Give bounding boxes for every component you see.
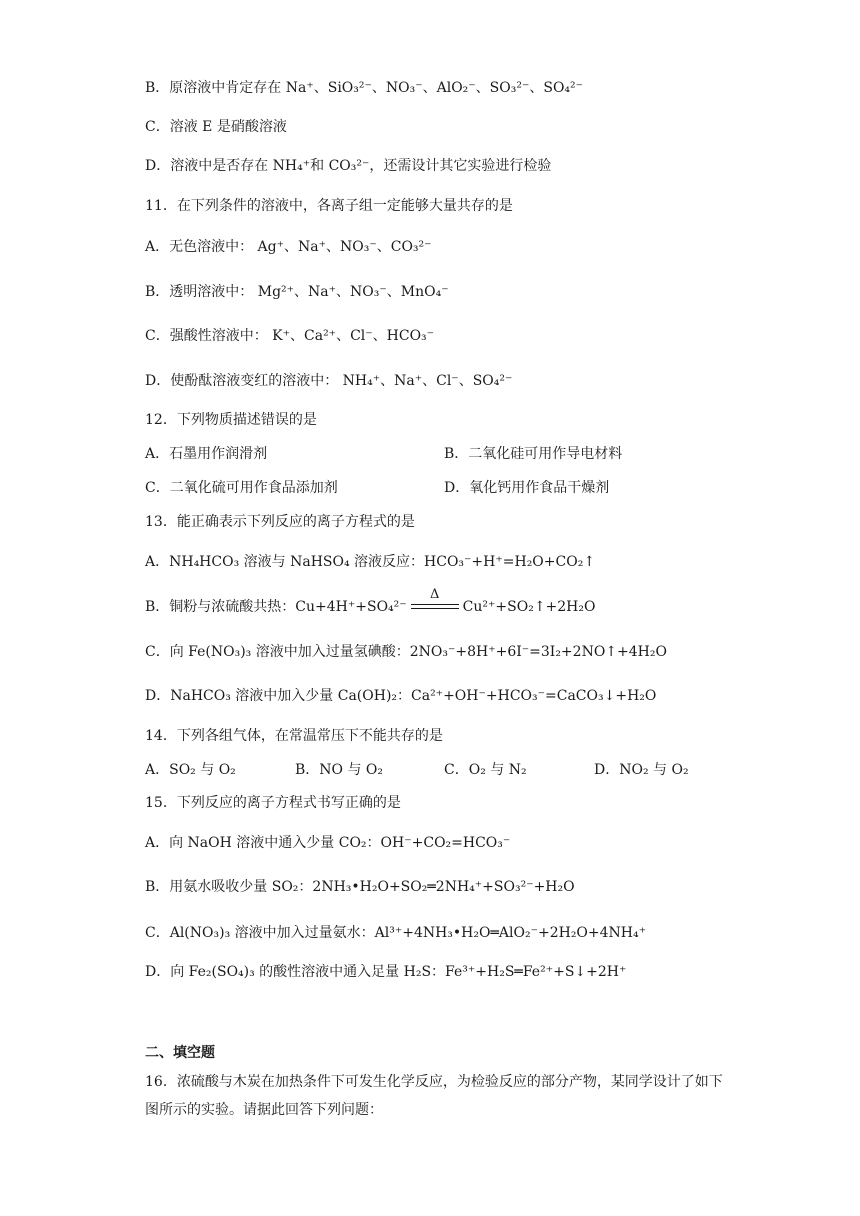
q10-option-b: B．原溶液中肯定存在 Na⁺、SiO₃²⁻、NO₃⁻、AlO₂⁻、SO₃²⁻、SO₄²⁻	[145, 80, 584, 96]
q10-option-d: D．溶液中是否存在 NH₄⁺和 CO₃²⁻，还需设计其它实验进行检验	[145, 158, 552, 174]
q15-option-c: C．Al(NO₃)₃ 溶液中加入过量氨水：Al³⁺+4NH₃•H₂O═AlO₂⁻+2H₂O+4NH₄⁺	[145, 925, 647, 941]
q12-option-d: D．氧化钙用作食品干燥剂	[444, 480, 610, 496]
q11-option-c: C．强酸性溶液中： K⁺、Ca²⁺、Cl⁻、HCO₃⁻	[145, 328, 435, 344]
q14-stem: 14．下列各组气体，在常温常压下不能共存的是	[145, 728, 443, 744]
q10-option-c: C．溶液 E 是硝酸溶液	[145, 119, 287, 135]
q15-option-a: A．向 NaOH 溶液中通入少量 CO₂：OH⁻+CO₂=HCO₃⁻	[145, 835, 511, 851]
q11-option-a: A．无色溶液中： Ag⁺、Na⁺、NO₃⁻、CO₃²⁻	[145, 239, 432, 255]
equals-line-bottom	[411, 608, 459, 609]
q16-stem: 16．浓硫酸与木炭在加热条件下可发生化学反应，为检验反应的部分产物，某同学设计了如下图所示的实验。请据此回答下列问题：	[145, 1074, 723, 1118]
q12-option-a: A．石墨用作润滑剂	[145, 446, 268, 462]
q13-option-a: A．NH₄HCO₃ 溶液与 NaHSO₄ 溶液反应：HCO₃⁻+H⁺=H₂O+CO₂↑	[145, 554, 596, 570]
q14-option-b: B．NO 与 O₂	[295, 762, 384, 778]
q11-stem: 11．在下列条件的溶液中，各离子组一定能够大量共存的是	[145, 198, 513, 214]
q14-option-a: A．SO₂ 与 O₂	[145, 762, 236, 778]
section-title: 二、填空题	[145, 1045, 215, 1061]
q11-option-b: B．透明溶液中： Mg²⁺、Na⁺、NO₃⁻、MnO₄⁻	[145, 284, 449, 300]
q11-option-d: D．使酚酞溶液变红的溶液中： NH₄⁺、Na⁺、Cl⁻、SO₄²⁻	[145, 373, 513, 389]
q12-option-b: B．二氧化硅可用作导电材料	[444, 446, 623, 462]
q15-option-b: B．用氨水吸收少量 SO₂：2NH₃•H₂O+SO₂═2NH₄⁺+SO₃²⁻+H₂O	[145, 879, 575, 895]
q15-stem: 15．下列反应的离子方程式书写正确的是	[145, 795, 401, 811]
q14-option-c: C．O₂ 与 N₂	[444, 762, 527, 778]
heat-condition-arrow	[409, 587, 461, 617]
q13b-prefix: B．铜粉与浓硫酸共热：Cu+4H⁺+SO₄²⁻	[145, 599, 407, 615]
q15-option-d: D．向 Fe₂(SO₄)₃ 的酸性溶液中通入足量 H₂S：Fe³⁺+H₂S═Fe²⁺+S↓+2H⁺	[145, 964, 627, 980]
q13-option-b	[145, 587, 596, 617]
q12-option-c: C．二氧化硫可用作食品添加剂	[145, 480, 338, 496]
q13-stem: 13．能正确表示下列反应的离子方程式的是	[145, 514, 415, 530]
q13-option-d: D．NaHCO₃ 溶液中加入少量 Ca(OH)₂：Ca²⁺+OH⁻+HCO₃⁻=CaCO₃↓+H₂O	[145, 688, 657, 704]
q14-option-d: D．NO₂ 与 O₂	[594, 762, 689, 778]
heat-condition: Δ	[429, 587, 440, 602]
q12-stem: 12．下列物质描述错误的是	[145, 412, 317, 428]
equals-line-top	[411, 604, 459, 605]
q13-option-c: C．向 Fe(NO₃)₃ 溶液中加入过量氢碘酸：2NO₃⁻+8H⁺+6I⁻=3I₂+2NO↑+4H₂O	[145, 644, 667, 660]
q13b-suffix: Cu²⁺+SO₂↑+2H₂O	[462, 599, 596, 615]
